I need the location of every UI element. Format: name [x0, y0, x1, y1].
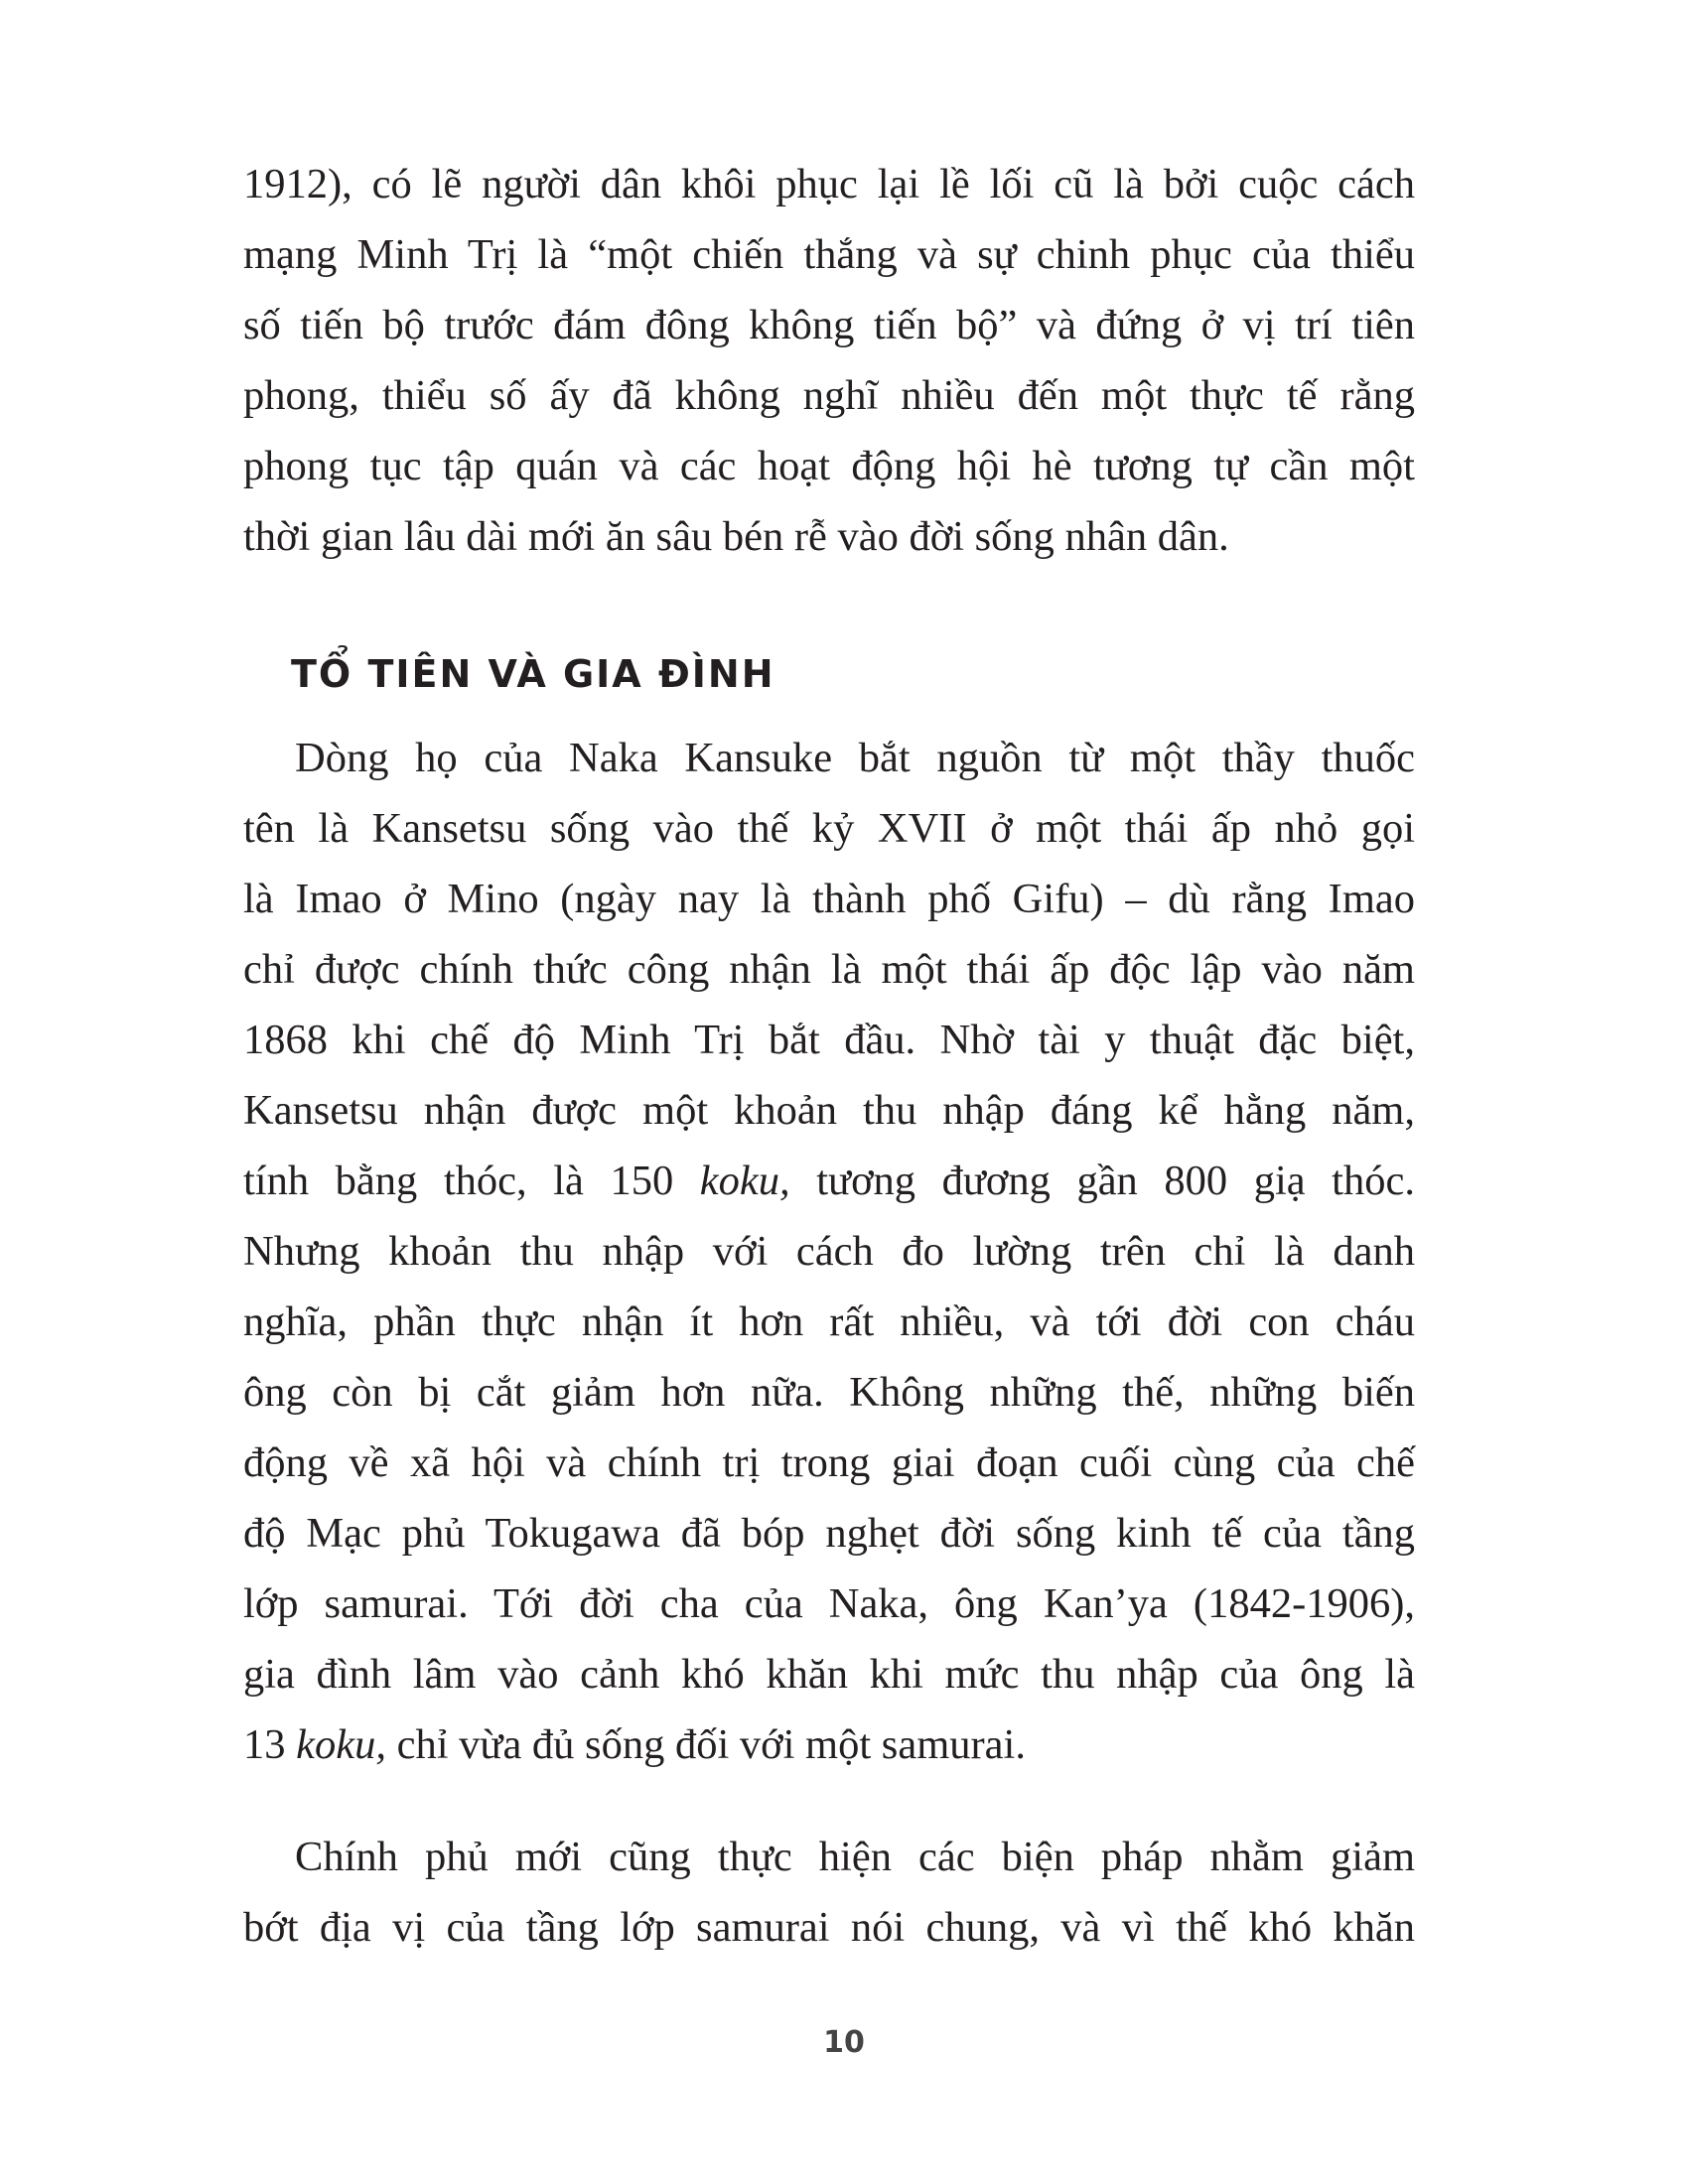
- text-line: 1868 khi chế độ Minh Trị bắt đầu. Nhờ tài y thuật đặc biệt,: [243, 1017, 1415, 1063]
- text-segment: tương đương gần 800 giạ thóc.: [789, 1158, 1415, 1204]
- text-line: Dòng họ của Naka Kansuke bắt nguồn từ một thầy thuốc: [295, 735, 1415, 781]
- text-line: Chính phủ mới cũng thực hiện các biện pháp nhằm giảm: [295, 1834, 1415, 1880]
- text-line: ông còn bị cắt giảm hơn nữa. Không những thế, những biến: [243, 1369, 1415, 1416]
- text-line: mạng Minh Trị là “một chiến thắng và sự chinh phục của thiểu: [243, 231, 1415, 278]
- text-segment: chỉ vừa đủ sống đối với một samurai.: [385, 1721, 1026, 1768]
- text-line: số tiến bộ trước đám đông không tiến bộ” và đứng ở vị trí tiên: [243, 302, 1415, 348]
- text-line: độ Mạc phủ Tokugawa đã bóp nghẹt đời sống kinh tế của tầng: [243, 1510, 1415, 1557]
- text-line: động về xã hội và chính trị trong giai đoạn cuối cùng của chế: [243, 1439, 1415, 1486]
- paragraph-gap: [243, 1780, 1415, 1822]
- text-line: Nhưng khoản thu nhập với cách đo lường trên chỉ là danh: [243, 1228, 1415, 1275]
- text-segment: 13: [243, 1721, 297, 1768]
- text-line: 1912), có lẽ người dân khôi phục lại lề lối cũ là bởi cuộc cách: [243, 161, 1415, 207]
- text-line: [243, 1146, 1415, 1216]
- text-line: tên là Kansetsu sống vào thế kỷ XVII ở một thái ấp nhỏ gọi: [243, 805, 1415, 852]
- text-line: phong tục tập quán và các hoạt động hội hè tương tự cần một: [243, 443, 1415, 489]
- italic-term: koku,: [296, 1721, 386, 1768]
- text-line: bớt địa vị của tầng lớp samurai nói chung, và vì thế khó khăn: [243, 1904, 1415, 1951]
- text-line: lớp samurai. Tới đời cha của Naka, ông Kan’ya (1842-1906),: [243, 1580, 1415, 1627]
- section-heading: TỔ TIÊN VÀ GIA ĐÌNH: [291, 652, 775, 696]
- text-line: gia đình lâm vào cảnh khó khăn khi mức thu nhập của ông là: [243, 1651, 1415, 1698]
- paragraph-ancestry: [243, 723, 1415, 1780]
- paragraph-continued: [243, 149, 1415, 572]
- text-line: nghĩa, phần thực nhận ít hơn rất nhiều, và tới đời con cháu: [243, 1298, 1415, 1345]
- text-segment: tính bằng thóc, là 150: [243, 1158, 700, 1204]
- text-line: chỉ được chính thức công nhận là một thái ấp độc lập vào năm: [243, 946, 1415, 993]
- paragraph-government: [243, 1822, 1415, 1963]
- page-number: 10: [823, 2025, 865, 2060]
- text-line: phong, thiểu số ấy đã không nghĩ nhiều đến một thực tế rằng: [243, 372, 1415, 419]
- text-line: [243, 1709, 1415, 1780]
- italic-term: koku,: [699, 1158, 790, 1204]
- text-line: là Imao ở Mino (ngày nay là thành phố Gifu) – dù rằng Imao: [243, 876, 1415, 922]
- page-content: [243, 149, 1415, 1963]
- text-line: Kansetsu nhận được một khoản thu nhập đáng kể hằng năm,: [243, 1087, 1415, 1134]
- text-line: thời gian lâu dài mới ăn sâu bén rễ vào đời sống nhân dân.: [243, 513, 1229, 560]
